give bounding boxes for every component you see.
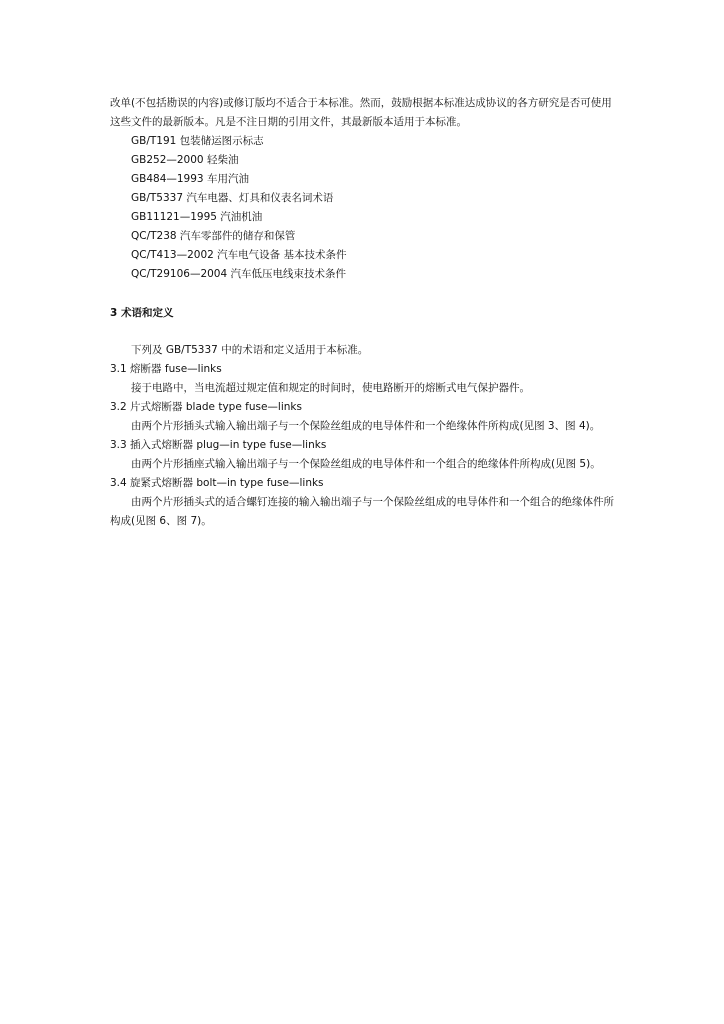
term-entry <box>110 360 620 398</box>
reference-item: GB/T5337 汽车电器、灯具和仪表名词术语 <box>131 192 334 204</box>
term-entry <box>110 474 620 531</box>
intro-paragraph: 改单(不包括勘误的内容)或修订版均不适合于本标准。然而，鼓励根据本标准达成协议的各方研究是否可使用这些文件的最新版本。凡是不注日期的引用文件，其最新版本适用于本标准。 <box>110 97 612 128</box>
term-definition: 由两个片形插头式的适合螺钉连接的输入输出端子与一个保险丝组成的电导体件和一个组合的绝缘体件所构成(见图 6、图 7)。 <box>110 496 614 527</box>
reference-item: GB484—1993 车用汽油 <box>131 173 249 185</box>
term-definition: 接于电路中，当电流超过规定值和规定的时间时，使电路断开的熔断式电气保护器件。 <box>131 382 530 394</box>
term-entry <box>110 398 620 436</box>
reference-item: QC/T29106—2004 汽车低压电线束技术条件 <box>131 268 347 280</box>
term-title: 3.2 片式熔断器 blade type fuse—links <box>110 401 302 413</box>
text-block <box>110 94 620 531</box>
section-heading: 3 术语和定义 <box>110 307 174 319</box>
term-definition: 由两个片形插座式输入输出端子与一个保险丝组成的电导体件和一个组合的绝缘体件所构成(见图 5)。 <box>131 458 601 470</box>
reference-item: GB/T191 包装储运图示标志 <box>131 135 264 147</box>
term-title: 3.1 熔断器 fuse—links <box>110 363 222 375</box>
reference-item: GB252—2000 轻柴油 <box>131 154 239 166</box>
term-title: 3.3 插入式熔断器 plug—in type fuse—links <box>110 439 327 451</box>
term-entry <box>110 436 620 474</box>
reference-item: QC/T238 汽车零部件的储存和保管 <box>131 230 296 242</box>
reference-list <box>110 132 620 284</box>
reference-item: QC/T413—2002 汽车电气设备 基本技术条件 <box>131 249 347 261</box>
term-definition: 由两个片形插头式输入输出端子与一个保险丝组成的电导体件和一个绝缘体件所构成(见图 3、图 4)。 <box>131 420 601 432</box>
term-title: 3.4 旋紧式熔断器 bolt—in type fuse—links <box>110 477 324 489</box>
section-intro: 下列及 GB/T5337 中的术语和定义适用于本标准。 <box>131 344 369 356</box>
reference-item: GB11121—1995 汽油机油 <box>131 211 263 223</box>
